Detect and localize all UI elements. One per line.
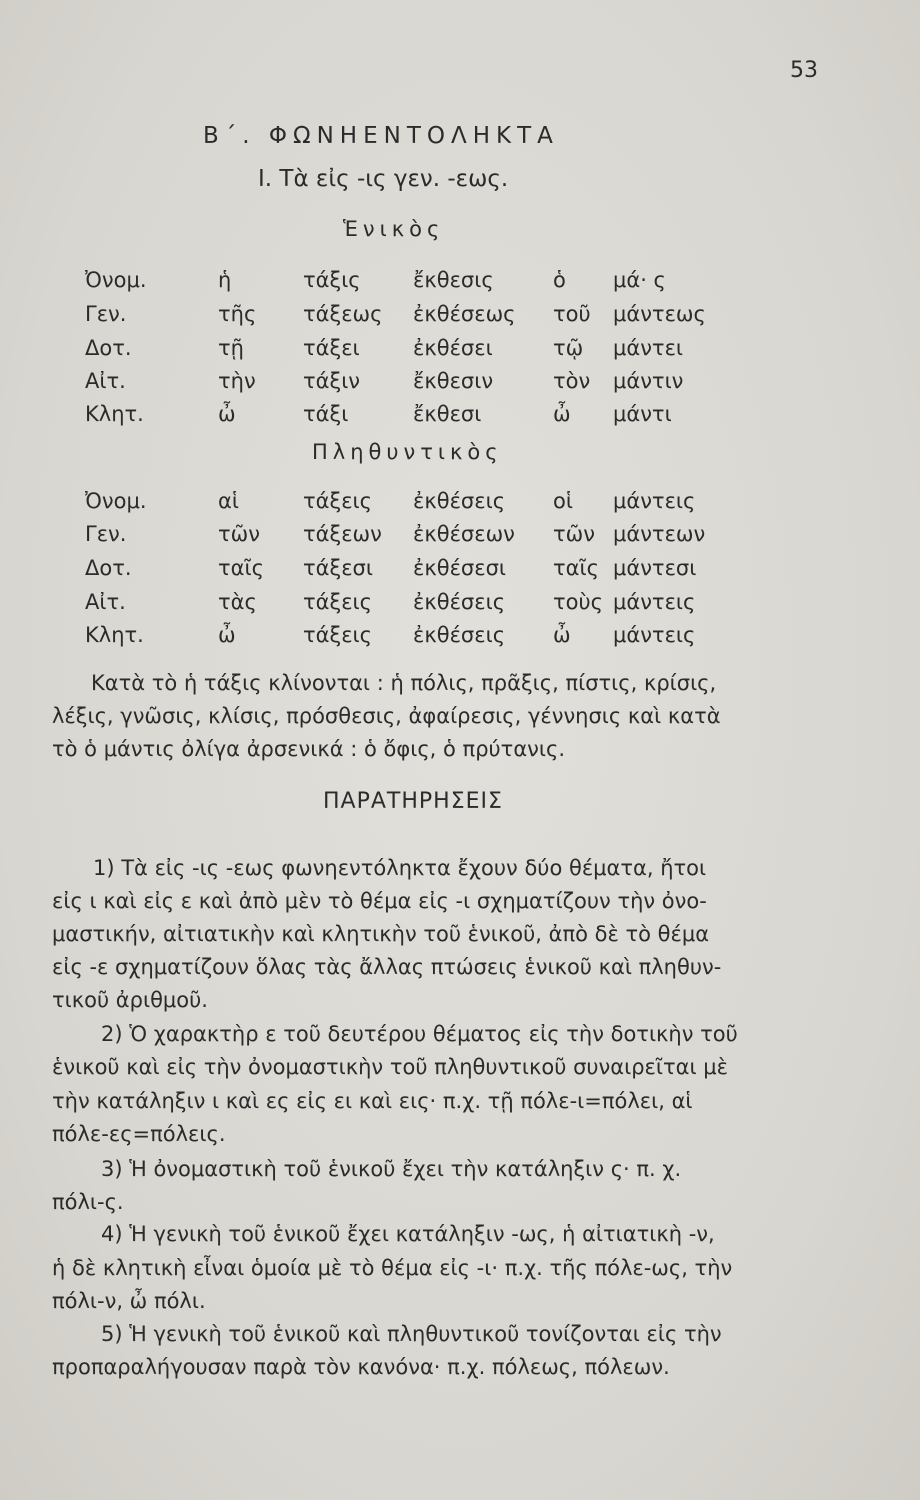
case-label: Ὀνομ. — [85, 489, 147, 513]
remark-line: πόλι-ν, ὦ πόλι. — [52, 1289, 206, 1313]
remark-line: πόλι-ς. — [52, 1190, 124, 1214]
word-mantis: μάντιν — [613, 369, 684, 393]
chapter-heading: Β΄. ΦΩΝΗΕΝΤΟΛΗΚΤΑ — [203, 123, 559, 149]
word-ekthesis: ἐκθέσεις — [413, 590, 506, 614]
article: ὦ — [218, 402, 236, 426]
table-row — [0, 590, 920, 622]
remark-line: ἑνικοῦ καὶ εἰς τὴν ὀνομαστικὴν τοῦ πληθυντικοῦ συναιρεῖται μὲ — [52, 1055, 728, 1079]
remark-line: 4) Ἡ γενικὴ τοῦ ἑνικοῦ ἔχει κατάληξιν -ως, ἡ αἰτιατικὴ -ν, — [101, 1222, 715, 1246]
case-label: Κλητ. — [85, 402, 144, 426]
article: τὰς — [218, 590, 257, 614]
page-number: 53 — [790, 58, 818, 83]
word-ekthesis: ἐκθέσει — [413, 336, 493, 360]
remark-line: ἡ δὲ κλητικὴ εἶναι ὁμοία μὲ τὸ θέμα εἰς -ι· π.χ. τῆς πόλε-ως, τὴν — [52, 1256, 733, 1280]
table-row — [0, 522, 920, 554]
table-row — [0, 268, 920, 300]
paragraph-line: λέξις, γνῶσις, κλίσις, πρόσθεσις, ἀφαίρεσις, γέννησις καὶ κατὰ — [52, 704, 721, 728]
table-row — [0, 489, 920, 521]
word-taxis: τάξιν — [303, 369, 361, 393]
word-ekthesis: ἐκθέσεων — [413, 522, 515, 546]
table-row — [0, 556, 920, 588]
plural-title: Πληθυντικὸς — [312, 440, 503, 464]
article: οἱ — [553, 489, 573, 513]
word-taxis: τάξι — [303, 402, 349, 426]
remark-line: εἰς -ε σχηματίζουν ὅλας τὰς ἄλλας πτώσεις ἑνικοῦ καὶ πληθυν- — [52, 955, 722, 979]
word-mantis: μάντεσι — [613, 556, 697, 580]
case-label: Ὀνομ. — [85, 268, 147, 292]
article: τῶν — [218, 522, 260, 546]
word-mantis: μάντι — [613, 402, 672, 426]
remarks-title: ΠΑΡΑΤΗΡΗΣΕΙΣ — [323, 789, 503, 814]
table-row — [0, 302, 920, 334]
remark-line: 3) Ἡ ὀνομαστικὴ τοῦ ἑνικοῦ ἔχει τὴν κατάληξιν ς· π. χ. — [101, 1157, 682, 1181]
remark-line: μαστικήν, αἰτιατικὴν καὶ κλητικὴν τοῦ ἑνικοῦ, ἀπὸ δὲ τὸ θέμα — [52, 922, 710, 946]
case-label: Αἰτ. — [85, 369, 126, 393]
remark-line: τὴν κατάληξιν ι καὶ ες εἰς ει καὶ εις· π.χ. τῇ πόλε-ι=πόλει, αἱ — [52, 1089, 693, 1113]
remark-line: 1) Τὰ εἰς -ις -εως φωνηεντόληκτα ἔχουν δύο θέματα, ἤτοι — [93, 856, 707, 880]
word-ekthesis: ἔκθεσι — [413, 402, 482, 426]
article: ταῖς — [553, 556, 599, 580]
paragraph-line: Κατὰ τὸ ἡ τάξις κλίνονται : ἡ πόλις, πρᾶξις, πίστις, κρίσις, — [91, 671, 717, 695]
word-ekthesis: ἐκθέσεις — [413, 489, 506, 513]
word-ekthesis: ἔκθεσιν — [413, 369, 494, 393]
table-row — [0, 336, 920, 368]
word-mantis: μάντεις — [613, 489, 696, 513]
article: τὸν — [553, 369, 591, 393]
table-row — [0, 402, 920, 434]
word-ekthesis: ἐκθέσεως — [413, 302, 516, 326]
word-mantis: μάντεις — [613, 623, 696, 647]
remark-line: πόλε-ες=πόλεις. — [52, 1122, 226, 1146]
remark-line: τικοῦ ἀριθμοῦ. — [52, 988, 208, 1012]
article: ὦ — [553, 402, 571, 426]
word-taxis: τάξεων — [303, 522, 382, 546]
case-label: Δοτ. — [85, 556, 132, 580]
table-row — [0, 369, 920, 401]
word-ekthesis: ἐκθέσεις — [413, 623, 506, 647]
article: ὦ — [218, 623, 236, 647]
article: ἡ — [218, 268, 232, 292]
remark-line: 2) Ὁ χαρακτὴρ ε τοῦ δευτέρου θέματος εἰς τὴν δοτικὴν τοῦ — [101, 1022, 738, 1046]
case-label: Γεν. — [85, 302, 127, 326]
article: τῇ — [218, 336, 244, 360]
article: τῷ — [553, 336, 584, 360]
article: τὴν — [218, 369, 256, 393]
word-ekthesis: ἔκθεσις — [413, 268, 494, 292]
case-label: Κλητ. — [85, 623, 144, 647]
word-taxis: τάξει — [303, 336, 360, 360]
paragraph-line: τὸ ὁ μάντις ὀλίγα ἀρσενικά : ὁ ὄφις, ὁ πρύτανις. — [52, 737, 565, 761]
case-label: Γεν. — [85, 522, 127, 546]
article: τοῦ — [553, 302, 591, 326]
remark-line: εἰς ι καὶ εἰς ε καὶ ἀπὸ μὲν τὸ θέμα εἰς -ι σχηματίζουν τὴν ὀνο- — [52, 889, 707, 913]
word-taxis: τάξεις — [303, 623, 372, 647]
article: ταῖς — [218, 556, 264, 580]
word-mantis: μάντει — [613, 336, 684, 360]
section-subheading: Ι. Τὰ εἰς -ις γεν. -εως. — [258, 166, 509, 192]
word-mantis: μάντεων — [613, 522, 706, 546]
article: αἱ — [218, 489, 239, 513]
article: τοὺς — [553, 590, 603, 614]
table-row — [0, 623, 920, 655]
word-taxis: τάξεσι — [303, 556, 373, 580]
word-mantis: μάντεως — [613, 302, 706, 326]
case-label: Αἰτ. — [85, 590, 126, 614]
word-mantis: μά· ς — [613, 268, 666, 292]
singular-title: Ἑνικὸς — [343, 217, 445, 241]
word-taxis: τάξις — [303, 268, 361, 292]
word-taxis: τάξεις — [303, 489, 372, 513]
case-label: Δοτ. — [85, 336, 132, 360]
word-ekthesis: ἐκθέσεσι — [413, 556, 507, 580]
word-taxis: τάξεις — [303, 590, 372, 614]
word-taxis: τάξεως — [303, 302, 383, 326]
article: ὁ — [553, 268, 566, 292]
word-mantis: μάντεις — [613, 590, 696, 614]
remark-line: 5) Ἡ γενικὴ τοῦ ἑνικοῦ καὶ πληθυντικοῦ τονίζονται εἰς τὴν — [101, 1322, 722, 1346]
article: τῶν — [553, 522, 595, 546]
article: ὦ — [553, 623, 571, 647]
remark-line: προπαραλήγουσαν παρὰ τὸν κανόνα· π.χ. πόλεως, πόλεων. — [52, 1355, 670, 1379]
article: τῆς — [218, 302, 257, 326]
